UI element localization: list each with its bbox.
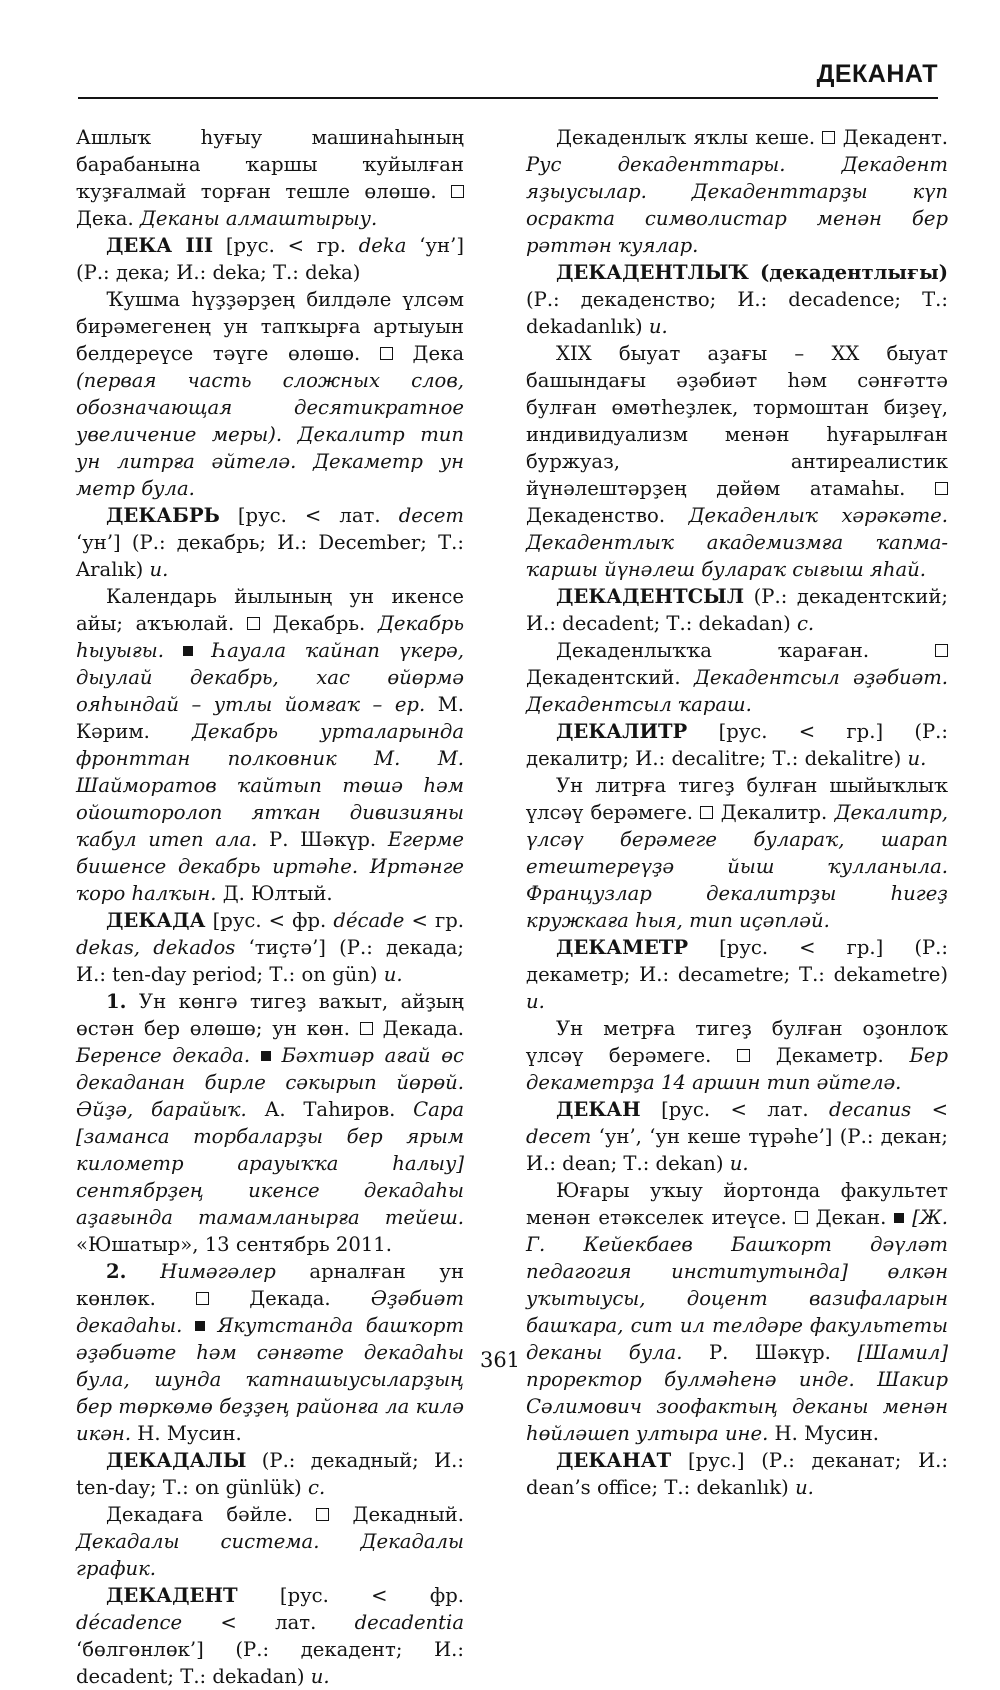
- running-head: ДЕКАНАТ: [816, 60, 938, 88]
- filled-square-icon: [183, 646, 193, 656]
- square-icon: [316, 1508, 329, 1521]
- entry-dekalitr-definition: Ун литрға тигеҙ булған шыйыҡлыҡ үлсәү берәмеге. Декалитр. Декалитр, үлсәү берәмеге булараҡ, шарап етештереүҙә йыш ҡулланыла. Французлар декалитрҙы һигеҙ кружкаға һыя, тип иҫәпләй.: [526, 774, 948, 932]
- square-icon: [700, 806, 713, 819]
- square-icon: [360, 1022, 373, 1035]
- square-icon: [822, 131, 835, 144]
- entry-dekan: ДЕКАН [рус. < лат. decanus < decem ‘ун’, ‘ун кеше түрәһе’] (Р.: декан; И.: dean; Т.: dekan) и.: [526, 1098, 949, 1175]
- square-icon: [935, 482, 948, 495]
- square-icon: [935, 644, 948, 657]
- right-column: [526, 124, 948, 1501]
- filled-square-icon: [894, 1213, 904, 1223]
- headword: ДЕКАБРЬ: [106, 504, 220, 527]
- square-icon: [247, 617, 260, 630]
- entry-dekadaly-definition: Декадаға бәйле. Декадный. Декадалы система. Декадалы график.: [76, 1503, 464, 1580]
- entry-dekabr-definition: Календарь йылының ун икенсе айы; аҡъюлай. Декабрь. Декабрь һыуығы. Һауала ҡайнап үкерә, дыулай декабрь, хас өйөрмә ояһындай – утлы йомғаҡ – ер. М. Кәрим. Декабрь урталарында фронттан полковник М. М. Шайморатов ҡайтып төшә һәм ойошторолоп ятҡан дивизияны ҡабул итеп ала. Р. Шәкүр. Егерме бишенсе декабрь иртәһе. Иртәнге ҡоро һалҡын. Д. Юлтый.: [76, 585, 465, 905]
- entry-dekanat: ДЕКАНАТ [рус.] (Р.: деканат; И.: dean’s office; Т.: dekanlık) и.: [526, 1449, 949, 1499]
- entry-deka-definition: Ҡушма һүҙҙәрҙең билдәле үлсәм бирәмегенең ун тапҡырға артыуын белдереүсе тәүге өлөшө. Дека (первая часть сложных слов, обозначающая десятикратное увеличение меры). Декалитр тип ун литрға әйтелә. Декаметр ун метр була.: [76, 288, 465, 500]
- entry-dekada-sense-2: 2. Нимәгәлер арналған ун көнлөк. Декада. Әҙәбиәт декадаһы. Якутстанда башҡорт әҙәбиәте һәм сәнғәте декадаһы була, шунда ҡатнашыусыларҙың бер төркөмө беҙҙең районға ла килә икән. Н. Мусин.: [76, 1260, 465, 1445]
- entry-dekada-sense-1: 1. Ун көнгә тигеҙ ваҡыт, айҙың өстән бер өлөшө; ун көн. Декада. Беренсе декада. Бәхтиәр ағай өс декаданан бирле сәкырып йөрөй. Әйҙә, барайыҡ. А. Таһиров. Сара [заманса торбаларҙы бер ярым километр арауыҡҡа һалыу] сентябрҙең икенсе декадаһы аҙағында тамамланырға тейеш. «Юшатыр», 13 сентябрь 2011.: [76, 990, 465, 1256]
- headword: ДЕКАДЕНТ: [106, 1584, 238, 1607]
- square-icon: [795, 1211, 808, 1224]
- filled-square-icon: [195, 1321, 205, 1331]
- entry-dekadentlyk-definition: XIX быуат аҙағы – XX быуат башындағы әҙәбиәт һәм сәнғәттә булған өмөтһеҙлек, тормоштан биҙеү, индивидуализм менән һуғарылған буржуаз, антиреалистик йүнәлештәрҙең дөйөм атамаһы. Декаденство. Декаденлыҡ хәрәкәте. Декадентлыҡ академизмға ҡапма-ҡаршы йүнәлеш булараҡ сығыш яһай.: [526, 342, 948, 581]
- entry-dekabr: ДЕКАБРЬ [рус. < лат. decem ‘ун’] (Р.: декабрь; И.: December; Т.: Aralık) и.: [76, 504, 464, 581]
- headword: ДЕКАДЕНТСЫЛ: [556, 585, 745, 608]
- square-icon: [196, 1292, 209, 1305]
- header-rule: [78, 97, 938, 99]
- entry-dekadent: ДЕКАДЕНТ [рус. < фр. décadence < лат. decadentia ‘бөлгөнлөк’] (Р.: декадент; И.: decadent; Т.: dekadan) и.: [76, 1584, 464, 1688]
- headword: ДЕКАДЕНТЛЫҠ (декадентлығы): [556, 261, 948, 284]
- entry-dekadaly: ДЕКАДАЛЫ (Р.: декадный; И.: ten-day; Т.: on günlük) с.: [76, 1449, 464, 1499]
- entry-continuation: Ашлыҡ һуғыу машинаһының барабанына ҡаршы ҡуйылған ҡуҙғалмай торған тешле өлөшө. Дека. Деканы алмаштырыу.: [76, 126, 464, 230]
- headword: ДЕКАДАЛЫ: [106, 1449, 247, 1472]
- headword: ДЕКАЛИТР: [556, 720, 688, 743]
- filled-square-icon: [261, 1051, 271, 1061]
- headword: ДЕКАНАТ: [556, 1449, 672, 1472]
- entry-dekadentlyk: ДЕКАДЕНТЛЫҠ (декадентлығы) (Р.: декаденство; И.: decadence; Т.: dekadanlık) и.: [526, 261, 948, 338]
- entry-dekadentsyl: ДЕКАДЕНТСЫЛ (Р.: декадентский; И.: decadent; Т.: dekadan) с.: [526, 585, 948, 635]
- square-icon: [737, 1049, 750, 1062]
- entry-dekametr-definition: Ун метрға тигеҙ булған оҙонлоҡ үлсәү берәмеге. Декаметр. Бер декаметрҙа 14 аршин тип әйтелә.: [526, 1017, 948, 1094]
- left-column: [76, 124, 464, 1690]
- headword: ДЕКАН: [556, 1098, 641, 1121]
- square-icon: [451, 185, 464, 198]
- entry-dekadent-definition: Декаденлыҡ яҡлы кеше. Декадент. Рус декаденттары. Декадент яҙыусылар. Декаденттарҙы күп осракта символистар менән бер рәттән ҡуялар.: [526, 126, 949, 257]
- entry-dekada: ДЕКАДА [рус. < фр. décade < гр. dekas, dekados ‘тиҫтә’] (Р.: декада; И.: ten-day period; Т.: on gün) и.: [76, 909, 465, 986]
- square-icon: [380, 347, 393, 360]
- headword: ДЕКАМЕТР: [556, 936, 689, 959]
- entry-deka: ДЕКА III [рус. < гр. deka ‘ун’] (Р.: дека; И.: deka; Т.: deka): [76, 234, 464, 284]
- entry-dekalitr: ДЕКАЛИТР [рус. < гр.] (Р.: декалитр; И.: decalitre; Т.: dekalitre) и.: [526, 720, 949, 770]
- page-number: 361: [479, 1348, 521, 1372]
- headword: ДЕКАДА: [106, 909, 206, 932]
- entry-dekadentsyl-definition: Декаденлыҡҡа ҡараған. Декадентский. Декадентсыл әҙәбиәт. Декадентсыл ҡараш.: [526, 639, 949, 716]
- entry-dekan-definition: Юғары уҡыу йортонда факультет менән етәкселек итеүсе. Декан. [Ж. Г. Кейекбаев Башҡорт дәүләт педагогия институтында] өлкән уҡытыусы, доцент вазифаларын башҡара, сит ил телдәре факультеты деканы була. Р. Шәкүр. [Шамил] проректор булмәһенә инде. Шакир Сәлимович зоофактың деканы менән һөйләшеп ултыра ине. Н. Мусин.: [526, 1179, 949, 1445]
- headword: ДЕКА III: [106, 234, 214, 257]
- entry-dekametr: ДЕКАМЕТР [рус. < гр.] (Р.: декаметр; И.: decametre; Т.: dekametre) и.: [526, 936, 948, 1013]
